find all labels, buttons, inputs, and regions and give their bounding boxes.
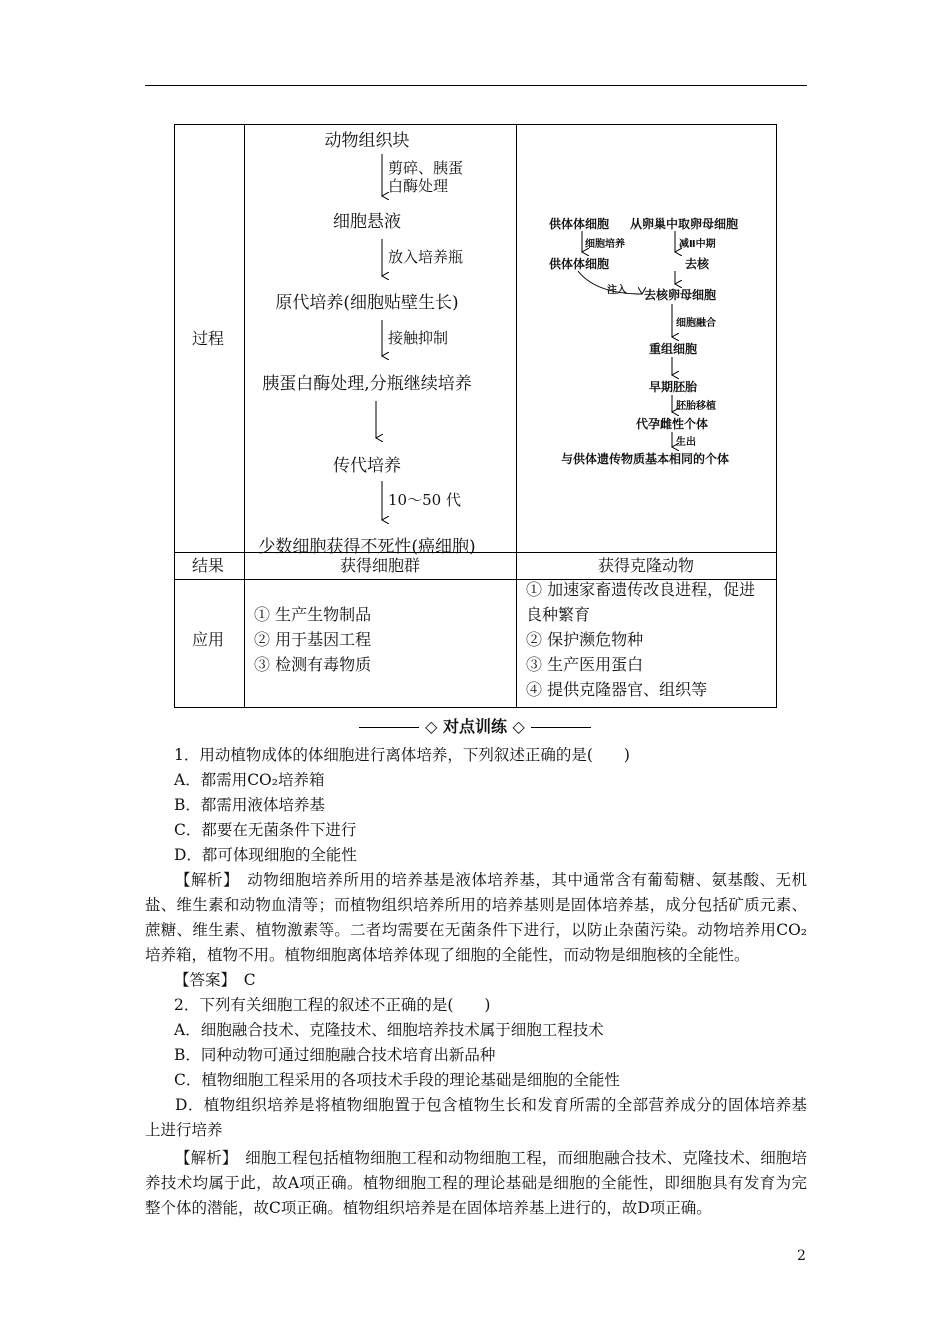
q1-option-c: C．都要在无菌条件下进行: [174, 821, 357, 839]
app-item: ② 用于基因工程: [254, 630, 372, 649]
flow-note: 剪碎、胰蛋: [388, 159, 464, 177]
flow-node: 早期胚胎: [649, 380, 698, 394]
q1-option-b: B．都需用液体培养基: [174, 796, 325, 814]
app-item: 良种繁育: [526, 605, 591, 624]
flow-note: 10～50 代: [388, 491, 461, 509]
comparison-table: [174, 124, 777, 708]
app-item: ③ 生产医用蛋白: [526, 655, 644, 674]
flow-arrows: [174, 124, 516, 552]
flow-node: 供体体细胞: [549, 257, 610, 271]
q2-option-d: D．植物组织培养是将植物细胞置于包含植物生长和发育所需的全部营养成分的固体培养基上进行培养: [145, 1096, 807, 1139]
flow-note: 放入培养瓶: [388, 248, 464, 266]
flow-node: 代孕雌性个体: [636, 417, 709, 431]
flow-node: 去核: [685, 257, 710, 271]
q2-option-b: B．同种动物可通过细胞融合技术培育出新品种: [174, 1046, 496, 1064]
q1-analysis-text: 动物细胞培养所用的培养基是液体培养基，其中通常含有葡萄糖、氨基酸、无机盐、维生素和动物血清等；而植物组织培养所用的培养基则是固体培养基，成分包括矿质元素、蔗糖、维生素、植物激素等。二者均需要在无菌条件下进行，以防止杂菌污染。动物培养用CO₂培养箱，植物不用。植物细胞离体培养体现了细胞的全能性，而动物是细胞核的全能性。: [145, 871, 807, 964]
flow-note: 注入: [607, 285, 627, 296]
flow-node: 与供体遗传物质基本相同的个体: [561, 452, 730, 466]
flow-node: 去核卵母细胞: [644, 288, 717, 302]
app-item: ② 保护濒危物种: [526, 630, 644, 649]
q2-stem: 2．下列有关细胞工程的叙述不正确的是( ): [174, 996, 491, 1014]
q2-option-a: A．细胞融合技术、克隆技术、细胞培养技术属于细胞工程技术: [174, 1021, 604, 1039]
flow-node: 细胞悬液: [333, 212, 401, 232]
q1-option-a: A．都需用CO₂培养箱: [174, 771, 325, 789]
q1-option-d: D．都可体现细胞的全能性: [174, 846, 357, 864]
section-title-text: ◇ 对点训练 ◇: [425, 717, 525, 736]
section-title: [0, 714, 950, 737]
flow-note: 胚胎移植: [676, 401, 716, 412]
result-cell-right: 获得克隆动物: [597, 556, 694, 575]
flow-note: 减Ⅱ中期: [679, 239, 716, 250]
flow-node: 从卵巢中取卵母细胞: [630, 217, 739, 231]
q1-answer-tag: 【答案】: [174, 971, 229, 989]
q2-analysis-text: 细胞工程包括植物细胞工程和动物细胞工程，而细胞融合技术、克隆技术、细胞培养技术均属于此，故A项正确。植物细胞工程的理论基础是细胞的全能性，即细胞具有发育为完整个体的潜能，故C项正确。植物组织培养是在固体培养基上进行的，故D项正确。: [145, 1149, 807, 1217]
flow-note: 细胞融合: [676, 318, 716, 329]
flow-note: 白酶处理: [388, 177, 449, 195]
app-item: ① 生产生物制品: [254, 605, 372, 624]
page-number: 2: [797, 1248, 806, 1264]
row-label-application: 应用: [192, 630, 225, 649]
flow-node: 传代培养: [333, 456, 401, 476]
flow-node: 供体体细胞: [549, 217, 610, 231]
flow-note: 接触抑制: [388, 329, 449, 347]
q2-analysis-tag: 【解析】: [175, 1149, 230, 1167]
flow-node: 动物组织块: [324, 131, 410, 151]
q1-answer-text: C: [228, 971, 256, 989]
flow-node: 少数细胞获得不死性(癌细胞): [258, 537, 476, 557]
app-item: ④ 提供克隆器官、组织等: [526, 680, 708, 699]
flow-node: 胰蛋白酶处理,分瓶继续培养: [262, 374, 472, 394]
row-label-result: 结果: [192, 556, 225, 575]
result-cell-left: 获得细胞群: [339, 556, 420, 575]
flow-arrows: [516, 124, 776, 552]
row-label-process: 过程: [192, 329, 225, 348]
app-item: ① 加速家畜遗传改良进程，促进: [526, 580, 756, 599]
flow-node: 重组细胞: [649, 342, 698, 356]
q2-analysis: [145, 1146, 807, 1221]
q1-analysis-tag: 【解析】: [175, 871, 232, 889]
q1-analysis: [145, 868, 807, 968]
flow-note: 生出: [676, 437, 696, 448]
q1-answer: [174, 968, 256, 993]
q1-stem: 1．用动植物成体的体细胞进行离体培养，下列叙述正确的是( ): [174, 746, 630, 764]
header-rule: [145, 85, 807, 86]
q2-option-c: C．植物细胞工程采用的各项技术手段的理论基础是细胞的全能性: [174, 1071, 620, 1089]
flow-note: 细胞培养: [585, 239, 625, 250]
flow-node: 原代培养(细胞贴壁生长): [275, 293, 459, 313]
app-item: ③ 检测有毒物质: [254, 655, 372, 674]
